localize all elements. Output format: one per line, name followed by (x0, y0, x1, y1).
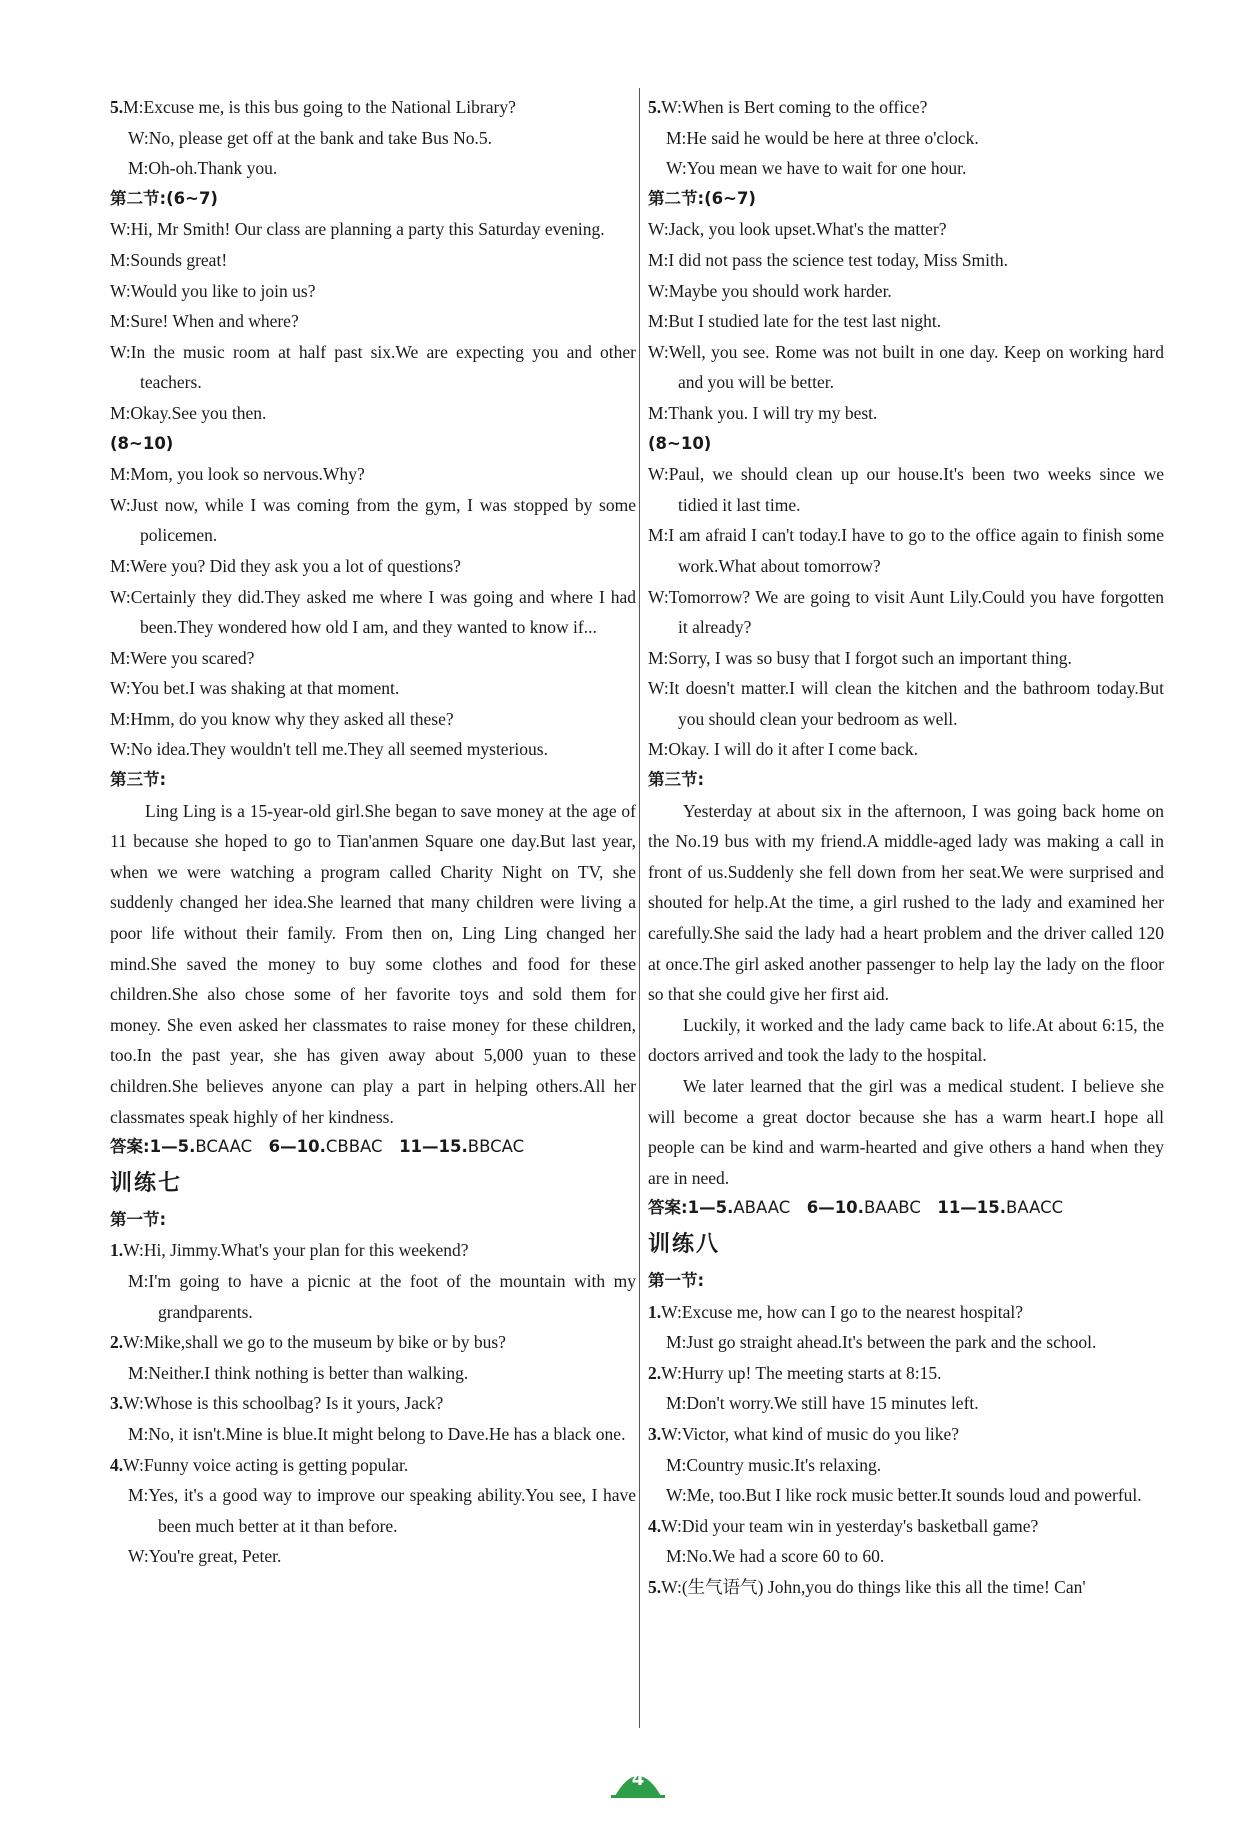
dialogue-line (110, 153, 636, 184)
dialogue-line: M:But I studied late for the test last night. (648, 311, 942, 332)
answer-range: 1—5. (687, 1198, 734, 1218)
answer-label: 答案: (110, 1137, 150, 1157)
dialogue-line (648, 153, 1164, 184)
item-number: 3. (648, 1423, 662, 1444)
answer-range: 6—10. (806, 1198, 864, 1218)
dialogue-line: M:I did not pass the science test today, Miss Smith. (648, 249, 1009, 270)
item-number: 3. (110, 1393, 124, 1414)
page-number-badge (611, 1762, 665, 1802)
section-heading: 第二节:(6~7) (110, 188, 218, 208)
passage-paragraph: We later learned that the girl was a medical student. I believe she will become a great doctor because she has a warm heart.I hope all people can be kind and warm-hearted and give others a hand when they are in need. (648, 1076, 1164, 1188)
dialogue-line-text: W:Me, too.But I like rock music better.It sounds loud and powerful. (666, 1485, 1142, 1506)
answer-key (110, 1132, 636, 1163)
section-heading: 第一节: (110, 1209, 167, 1229)
answer-range: 1—5. (149, 1137, 196, 1157)
dialogue-item (648, 92, 1164, 123)
dialogue-line (648, 1388, 1164, 1419)
dialogue-line: W:Funny voice acting is getting popular. (123, 1454, 409, 1475)
answer-letters: BAABC (863, 1198, 921, 1218)
dialogue-line-text: M:Neither.I think nothing is better than walking. (128, 1362, 469, 1383)
dialogue-line: M:Were you? Did they ask you a lot of questions? (110, 555, 461, 576)
answer-letters: CBBAC (325, 1137, 383, 1157)
dialogue-line: M:Sounds great! (110, 249, 228, 270)
item-number: 4. (648, 1515, 662, 1536)
item-number: 2. (110, 1332, 124, 1353)
item-number: 1. (648, 1301, 662, 1322)
dialogue-line: W:Tomorrow? We are going to visit Aunt Lily.Could you have forgotten it already? (648, 586, 1164, 638)
dialogue-line: W:Jack, you look upset.What's the matter? (648, 219, 947, 240)
section-heading: (8~10) (648, 433, 712, 453)
dialogue-line (110, 123, 636, 154)
section-heading: 第一节: (648, 1270, 705, 1290)
dialogue-line: M:Okay. I will do it after I come back. (648, 739, 919, 760)
item-number: 5. (110, 97, 124, 117)
dialogue-line-text: M:No, it isn't.Mine is blue.It might belong to Dave.He has a black one. (128, 1423, 626, 1444)
dialogue-line-text: M:No.We had a score 60 to 60. (666, 1546, 885, 1567)
dialogue-line: M:Thank you. I will try my best. (648, 402, 878, 423)
dialogue-line: M:Okay.See you then. (110, 402, 267, 423)
answer-range: 6—10. (268, 1137, 326, 1157)
dialogue-line (110, 1358, 636, 1389)
dialogue-line: W:You bet.I was shaking at that moment. (110, 678, 400, 699)
dialogue-line: W:Did your team win in yesterday's basketball game? (661, 1515, 1039, 1536)
dialogue-line: W:Maybe you should work harder. (648, 280, 892, 301)
passage-paragraph: Luckily, it worked and the lady came back to life.At about 6:15, the doctors arrived and took the lady to the hospital. (648, 1014, 1164, 1066)
exercise-title: 训练八 (648, 1231, 721, 1257)
dialogue-line: W:Well, you see. Rome was not built in one day. Keep on working hard and you will be better. (648, 341, 1164, 393)
right-column (648, 92, 1164, 1603)
dialogue-item (648, 1358, 1164, 1389)
dialogue-line-text: W:You're great, Peter. (128, 1546, 282, 1567)
dialogue-line (648, 1327, 1164, 1358)
dialogue-line: W:Victor, what kind of music do you like? (661, 1423, 960, 1444)
answer-range: 11—15. (399, 1137, 468, 1157)
answer-letters: BBCAC (467, 1137, 525, 1157)
dialogue-item (110, 1235, 636, 1266)
passage-paragraph: Yesterday at about six in the afternoon, I was going back home on the No.19 bus with my friend.A middle-aged lady was making a call in front of us.Suddenly she fell down from her seat.We were surprised and shouted for help.At the time, a girl rushed to the lady and examined her carefully.She said the lady had a heart problem and the driver called 120 at once.The girl asked another passenger to help lay the lady on the floor so that she could give her first aid. (648, 800, 1164, 1005)
dialogue-line-text: W:No, please get off at the bank and take Bus No.5. (128, 127, 492, 148)
dialogue-line: M:I am afraid I can't today.I have to go to the office again to finish some work.What about tomorrow? (648, 525, 1164, 576)
dialogue-item (648, 1297, 1164, 1328)
section-heading: 第三节: (648, 770, 705, 790)
dialogue-item (648, 1572, 1164, 1603)
dialogue-line (110, 1541, 636, 1572)
dialogue-line: W:Paul, we should clean up our house.It's been two weeks since we tidied it last time. (648, 464, 1164, 515)
dialogue-line (110, 1419, 636, 1450)
dialogue-line-text: M:He said he would be here at three o'clock. (666, 127, 979, 148)
dialogue-line: W:It doesn't matter.I will clean the kitchen and the bathroom today.But you should clean your bedroom as well. (648, 678, 1164, 729)
answer-range: 11—15. (937, 1198, 1007, 1218)
dialogue-line (110, 1480, 636, 1541)
dialogue-line-text: M:Country music.It's relaxing. (666, 1454, 882, 1475)
dialogue-item (648, 1419, 1164, 1450)
dialogue-line: W:Certainly they did.They asked me where I was going and where I had been.They wondered how old I am, and they wanted to know if... (110, 586, 636, 638)
dialogue-line: W:Hurry up! The meeting starts at 8:15. (661, 1362, 942, 1383)
dialogue-line-text: M:Yes, it's a good way to improve our speaking ability.You see, I have been much better at it than before. (128, 1485, 636, 1536)
answer-label: 答案: (648, 1198, 688, 1218)
dialogue-line: W:When is Bert coming to the office? (661, 97, 928, 117)
item-number: 5. (648, 97, 662, 117)
dialogue-line: M:Hmm, do you know why they asked all these? (110, 708, 454, 729)
dialogue-line: M:Were you scared? (110, 647, 255, 668)
dialogue-line (648, 1450, 1164, 1481)
dialogue-line (648, 1541, 1164, 1572)
dialogue-line: M:Mom, you look so nervous.Why? (110, 464, 365, 485)
dialogue-line: W:Hi, Jimmy.What's your plan for this weekend? (123, 1240, 469, 1261)
dialogue-line: M:Sure! When and where? (110, 311, 299, 332)
dialogue-line: M:Excuse me, is this bus going to the National Library? (123, 97, 516, 117)
item-number: 4. (110, 1454, 124, 1475)
section-heading: (8~10) (110, 433, 174, 453)
dialogue-item (110, 1450, 636, 1481)
dialogue-line: W:(生气语气) John,you do things like this all the time! Can' (661, 1576, 1086, 1597)
dialogue-item (110, 1327, 636, 1358)
dialogue-line: M:Sorry, I was so busy that I forgot such an important thing. (648, 647, 1072, 668)
answer-letters: ABAAC (733, 1198, 791, 1218)
dialogue-line: W:Mike,shall we go to the museum by bike or by bus? (123, 1332, 506, 1353)
exercise-title: 训练七 (110, 1170, 183, 1196)
item-number: 2. (648, 1362, 662, 1383)
column-divider (639, 88, 640, 1728)
item-number: 5. (648, 1576, 662, 1597)
page-number: 4 (631, 1769, 645, 1790)
answer-letters: BAACC (1006, 1198, 1064, 1218)
dialogue-line (648, 123, 1164, 154)
dialogue-line: W:Excuse me, how can I go to the nearest hospital? (661, 1301, 1023, 1322)
left-column (110, 92, 636, 1572)
dialogue-line-text: M:Oh-oh.Thank you. (128, 158, 278, 179)
section-heading: 第三节: (110, 770, 167, 790)
answer-key (648, 1193, 1164, 1224)
dialogue-line (648, 1480, 1164, 1511)
dialogue-line (110, 1266, 636, 1327)
dialogue-line-text: M:I'm going to have a picnic at the foot of the mountain with my grandparents. (128, 1270, 636, 1322)
dialogue-line: W:No idea.They wouldn't tell me.They all seemed mysterious. (110, 739, 548, 760)
dialogue-item (110, 92, 636, 123)
passage-paragraph: Ling Ling is a 15-year-old girl.She began to save money at the age of 11 because she hoped to go to Tian'anmen Square one day.But last year, when we were watching a program called Charity Night on TV, she suddenly changed her idea.She learned that many children were living a poor life without their family. From then on, Ling Ling changed her mind.She saved the money to buy some clothes and food for these children.She also chose some of her favorite toys and sold them for money. She even asked her classmates to raise money for these children, too.In the past year, she has given away about 5,000 yuan to these children.She believes anyone can play a part in helping others.All her classmates speak highly of her kindness. (110, 800, 636, 1127)
dialogue-line-text: W:You mean we have to wait for one hour. (666, 158, 967, 179)
dialogue-line: W:Just now, while I was coming from the gym, I was stopped by some policemen. (110, 494, 636, 546)
item-number: 1. (110, 1240, 124, 1261)
dialogue-item (648, 1511, 1164, 1542)
section-heading: 第二节:(6~7) (648, 188, 756, 208)
dialogue-line-text: M:Don't worry.We still have 15 minutes left. (666, 1393, 979, 1414)
dialogue-line: W:Whose is this schoolbag? Is it yours, Jack? (123, 1393, 444, 1414)
dialogue-line: W:In the music room at half past six.We are expecting you and other teachers. (110, 341, 636, 393)
dialogue-item (110, 1388, 636, 1419)
dialogue-line: W:Would you like to join us? (110, 280, 316, 301)
dialogue-line-text: M:Just go straight ahead.It's between the park and the school. (666, 1332, 1097, 1353)
answer-letters: BCAAC (195, 1137, 253, 1157)
dialogue-line: W:Hi, Mr Smith! Our class are planning a party this Saturday evening. (110, 219, 605, 240)
